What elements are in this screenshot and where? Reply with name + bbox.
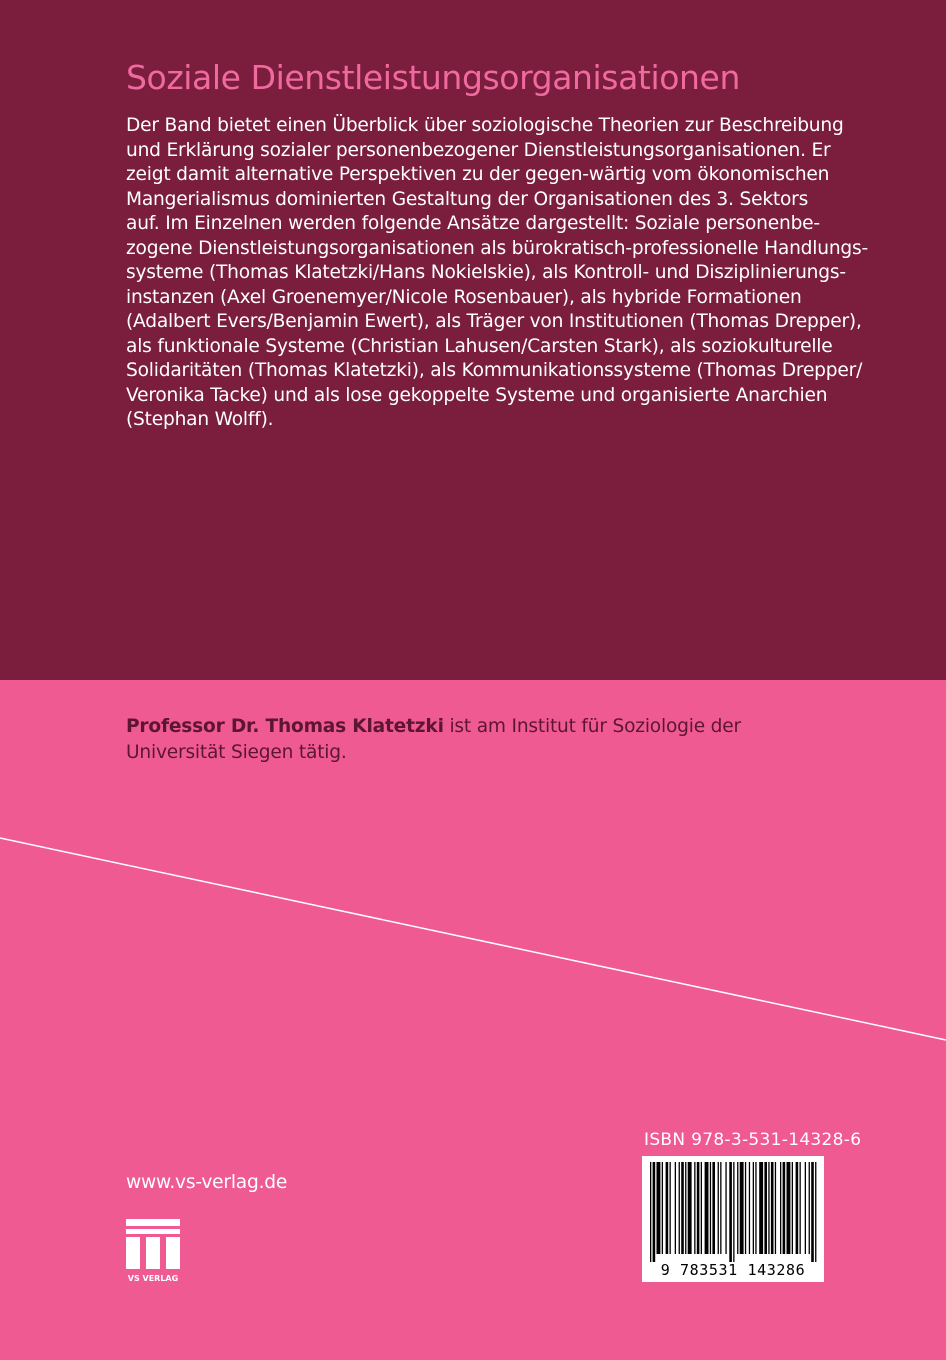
vs-verlag-logo-icon bbox=[126, 1219, 180, 1285]
description-line: Veronika Tacke) und als lose gekoppelte Systeme und organisierte Anarchien bbox=[126, 384, 828, 406]
barcode-bar bbox=[662, 1162, 663, 1254]
barcode-bar bbox=[749, 1162, 750, 1254]
author-bio-line-2: Universität Siegen tätig. bbox=[126, 742, 347, 763]
barcode-bar bbox=[755, 1162, 756, 1254]
description-line: (Adalbert Evers/Benjamin Ewert), als Träger von Institutionen (Thomas Drepper), bbox=[126, 311, 862, 332]
logo-text: VS VERLAG bbox=[127, 1274, 179, 1283]
book-title: Soziale Dienstleistungsorganisationen bbox=[126, 58, 740, 97]
description-line: zeigt damit alternative Perspektiven zu der gegen-wärtig vom ökonomischen bbox=[126, 164, 830, 185]
description-line: (Stephan Wolff). bbox=[126, 409, 274, 430]
barcode-bar bbox=[753, 1162, 754, 1254]
description-line: instanzen (Axel Groenemyer/Nicole Rosenbauer), als hybride Formationen bbox=[126, 286, 802, 308]
barcode-bar bbox=[800, 1162, 801, 1254]
description-line: Der Band bietet einen Überblick über soziologische Theorien zur Beschreibung bbox=[126, 115, 844, 136]
barcode-bar bbox=[745, 1162, 746, 1254]
barcode-bar bbox=[740, 1162, 744, 1254]
barcode-bar bbox=[710, 1162, 711, 1254]
description-line: als funktionale Systeme (Christian Lahusen/Carsten Stark), als soziokulturelle bbox=[126, 335, 833, 357]
barcode-bar bbox=[805, 1162, 806, 1254]
barcode-bar bbox=[780, 1162, 781, 1254]
barcode-bar bbox=[681, 1162, 684, 1254]
barcode bbox=[642, 1156, 824, 1282]
barcode-bar bbox=[694, 1162, 695, 1254]
barcode-bar bbox=[688, 1162, 692, 1254]
barcode-bar bbox=[701, 1162, 702, 1254]
barcode-bar bbox=[670, 1162, 671, 1254]
barcode-bar bbox=[657, 1162, 661, 1254]
barcode-bar bbox=[759, 1162, 763, 1254]
description-line: zogene Dienstleistungsorganisationen als bürokratisch-professionelle Handlungs- bbox=[126, 237, 869, 259]
barcode-bar bbox=[733, 1162, 734, 1262]
description-line: systeme (Thomas Klatetzki/Hans Nokielskie), als Kontroll- und Disziplinierungs- bbox=[126, 262, 846, 283]
author-name: Professor Dr. Thomas Klatetzki bbox=[126, 716, 444, 737]
barcode-bar bbox=[737, 1162, 738, 1254]
description-line: auf. Im Einzelnen werden folgende Ansätze dargestellt: Soziale personenbe- bbox=[126, 213, 820, 234]
barcode-bar bbox=[666, 1162, 669, 1254]
barcode-bar bbox=[705, 1162, 709, 1254]
description-line: Solidaritäten (Thomas Klatetzki), als Kommunikationssysteme (Thomas Drepper/ bbox=[126, 360, 863, 381]
barcode-bar bbox=[771, 1162, 774, 1254]
barcode-bar bbox=[685, 1162, 686, 1254]
barcode-bar bbox=[729, 1162, 732, 1262]
barcode-bar bbox=[792, 1162, 793, 1254]
author-bio-text: ist am Institut für Soziologie der bbox=[443, 716, 741, 737]
barcode-bar bbox=[720, 1162, 721, 1254]
barcode-bar bbox=[809, 1162, 810, 1254]
description-line: Mangerialismus dominierten Gestaltung der Organisationen des 3. Sektors bbox=[126, 188, 809, 210]
barcode-bar bbox=[768, 1162, 769, 1254]
barcode-bar bbox=[775, 1162, 776, 1254]
barcode-bar bbox=[718, 1162, 719, 1254]
description-line: und Erklärung sozialer personenbezogener Dienstleistungsorganisationen. Er bbox=[126, 139, 831, 161]
barcode-bar bbox=[796, 1162, 799, 1254]
barcode-bar bbox=[783, 1162, 786, 1254]
barcode-bar bbox=[675, 1162, 676, 1254]
barcode-bar bbox=[815, 1162, 816, 1262]
barcode-bar bbox=[811, 1162, 814, 1262]
publisher-website[interactable]: www.vs-verlag.de bbox=[126, 1172, 288, 1193]
barcode-digits: 9 783531 143286 bbox=[660, 1261, 806, 1279]
barcode-bar bbox=[787, 1162, 791, 1254]
barcode-bar bbox=[725, 1162, 726, 1254]
barcode-bar bbox=[712, 1162, 715, 1254]
barcode-bar bbox=[650, 1162, 651, 1262]
isbn-label: ISBN 978-3-531-14328-6 bbox=[644, 1130, 862, 1150]
barcode-bar bbox=[764, 1162, 767, 1254]
barcode-bar bbox=[679, 1162, 680, 1254]
barcode-bar bbox=[697, 1162, 700, 1254]
barcode-bar bbox=[653, 1162, 656, 1262]
